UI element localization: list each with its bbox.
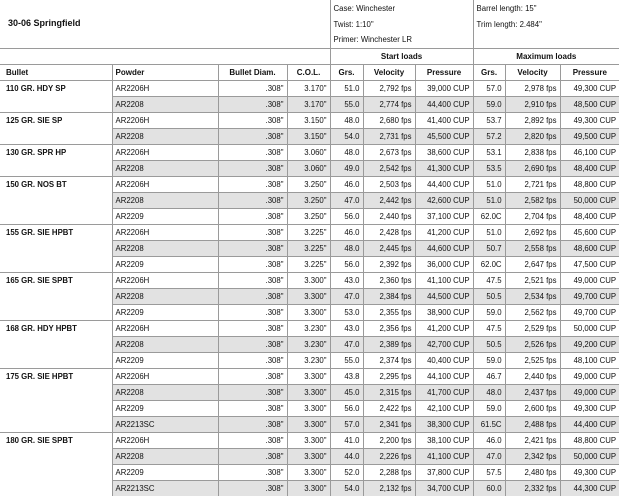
max-grs: 59.0 <box>473 304 505 320</box>
powder: AR2213SC <box>112 416 218 432</box>
col-powder: Powder <box>112 64 218 80</box>
powder: AR2209 <box>112 464 218 480</box>
max-velocity: 2,421 fps <box>505 432 560 448</box>
twist-value: 1:10" <box>355 19 374 29</box>
max-pressure: 48,400 CUP <box>560 160 619 176</box>
start-grs: 43.0 <box>330 272 363 288</box>
bullet-name: 125 GR. SIE SP <box>0 112 112 144</box>
start-velocity: 2,792 fps <box>363 80 415 96</box>
start-grs: 56.0 <box>330 208 363 224</box>
column-header-row <box>0 64 619 80</box>
powder: AR2208 <box>112 384 218 400</box>
max-velocity: 2,558 fps <box>505 240 560 256</box>
start-pressure: 37,800 CUP <box>415 464 473 480</box>
powder: AR2209 <box>112 352 218 368</box>
col-max-grs: Grs. <box>473 64 505 80</box>
bullet-diam: .308" <box>218 416 287 432</box>
start-grs: 56.0 <box>330 256 363 272</box>
start-pressure: 41,100 CUP <box>415 272 473 288</box>
max-pressure: 49,500 CUP <box>560 128 619 144</box>
max-pressure: 50,000 CUP <box>560 320 619 336</box>
max-grs: 59.0 <box>473 400 505 416</box>
bullet-diam: .308" <box>218 240 287 256</box>
bullet-diam: .308" <box>218 384 287 400</box>
start-pressure: 34,700 CUP <box>415 480 473 496</box>
powder: AR2206H <box>112 80 218 96</box>
start-grs: 47.0 <box>330 288 363 304</box>
powder: AR2213SC <box>112 480 218 496</box>
powder: AR2206H <box>112 224 218 240</box>
max-velocity: 2,910 fps <box>505 96 560 112</box>
start-velocity: 2,384 fps <box>363 288 415 304</box>
col-length: 3.225" <box>287 224 330 240</box>
max-grs: 57.5 <box>473 464 505 480</box>
table-row <box>0 80 619 96</box>
powder: AR2206H <box>112 112 218 128</box>
start-pressure: 41,100 CUP <box>415 448 473 464</box>
bullet-diam: .308" <box>218 432 287 448</box>
start-pressure: 36,000 CUP <box>415 256 473 272</box>
powder: AR2208 <box>112 240 218 256</box>
twist-info <box>330 16 473 32</box>
powder: AR2206H <box>112 320 218 336</box>
start-pressure: 41,400 CUP <box>415 112 473 128</box>
col-length: 3.170" <box>287 80 330 96</box>
powder: AR2206H <box>112 368 218 384</box>
start-pressure: 39,000 CUP <box>415 80 473 96</box>
start-velocity: 2,442 fps <box>363 192 415 208</box>
col-length: 3.300" <box>287 272 330 288</box>
start-pressure: 45,500 CUP <box>415 128 473 144</box>
start-pressure: 41,200 CUP <box>415 320 473 336</box>
max-pressure: 49,000 CUP <box>560 272 619 288</box>
col-start-grs: Grs. <box>330 64 363 80</box>
bullet-diam: .308" <box>218 288 287 304</box>
start-velocity: 2,355 fps <box>363 304 415 320</box>
start-pressure: 42,700 CUP <box>415 336 473 352</box>
start-grs: 53.0 <box>330 304 363 320</box>
start-pressure: 37,100 CUP <box>415 208 473 224</box>
start-velocity: 2,315 fps <box>363 384 415 400</box>
col-start-velocity: Velocity <box>363 64 415 80</box>
bullet-diam: .308" <box>218 112 287 128</box>
trim-label: Trim length: <box>476 19 518 29</box>
load-rows <box>0 80 619 496</box>
max-grs: 60.0 <box>473 480 505 496</box>
bullet-name: 150 GR. NOS BT <box>0 176 112 224</box>
max-velocity: 2,838 fps <box>505 144 560 160</box>
max-velocity: 2,647 fps <box>505 256 560 272</box>
max-grs: 62.0C <box>473 208 505 224</box>
max-velocity: 2,332 fps <box>505 480 560 496</box>
max-pressure: 49,200 CUP <box>560 336 619 352</box>
powder: AR2208 <box>112 160 218 176</box>
max-pressure: 50,000 CUP <box>560 192 619 208</box>
max-velocity: 2,978 fps <box>505 80 560 96</box>
start-pressure: 38,100 CUP <box>415 432 473 448</box>
max-velocity: 2,529 fps <box>505 320 560 336</box>
start-velocity: 2,341 fps <box>363 416 415 432</box>
start-velocity: 2,422 fps <box>363 400 415 416</box>
col-length: 3.300" <box>287 416 330 432</box>
powder: AR2206H <box>112 432 218 448</box>
start-pressure: 42,100 CUP <box>415 400 473 416</box>
col-length: 3.230" <box>287 336 330 352</box>
start-pressure: 44,600 CUP <box>415 240 473 256</box>
table-row <box>0 368 619 384</box>
max-pressure: 49,700 CUP <box>560 304 619 320</box>
bullet-name: 175 GR. SIE HPBT <box>0 368 112 432</box>
max-velocity: 2,525 fps <box>505 352 560 368</box>
max-velocity: 2,534 fps <box>505 288 560 304</box>
start-pressure: 41,200 CUP <box>415 224 473 240</box>
barrel-label: Barrel length: <box>476 3 523 13</box>
start-pressure: 38,600 CUP <box>415 144 473 160</box>
bullet-diam: .308" <box>218 352 287 368</box>
max-velocity: 2,480 fps <box>505 464 560 480</box>
bullet-diam: .308" <box>218 144 287 160</box>
col-length: 3.170" <box>287 96 330 112</box>
start-pressure: 41,700 CUP <box>415 384 473 400</box>
col-length: 3.230" <box>287 352 330 368</box>
start-grs: 52.0 <box>330 464 363 480</box>
col-max-pressure: Pressure <box>560 64 619 80</box>
start-velocity: 2,673 fps <box>363 144 415 160</box>
info-row-1 <box>0 0 619 16</box>
bullet-diam: .308" <box>218 464 287 480</box>
powder: AR2208 <box>112 128 218 144</box>
case-value: Winchester <box>356 3 396 13</box>
col-max-velocity: Velocity <box>505 64 560 80</box>
max-velocity: 2,892 fps <box>505 112 560 128</box>
col-length: 3.225" <box>287 256 330 272</box>
max-pressure: 44,300 CUP <box>560 480 619 496</box>
start-grs: 43.0 <box>330 320 363 336</box>
start-pressure: 44,400 CUP <box>415 176 473 192</box>
start-pressure: 44,100 CUP <box>415 368 473 384</box>
col-length: 3.060" <box>287 160 330 176</box>
max-grs: 53.7 <box>473 112 505 128</box>
group-header-row <box>0 48 619 64</box>
bullet-diam: .308" <box>218 336 287 352</box>
powder: AR2209 <box>112 208 218 224</box>
bullet-name: 130 GR. SPR HP <box>0 144 112 176</box>
start-velocity: 2,440 fps <box>363 208 415 224</box>
bullet-name: 110 GR. HDY SP <box>0 80 112 112</box>
start-velocity: 2,389 fps <box>363 336 415 352</box>
start-grs: 44.0 <box>330 448 363 464</box>
max-velocity: 2,521 fps <box>505 272 560 288</box>
max-pressure: 45,600 CUP <box>560 224 619 240</box>
start-grs: 56.0 <box>330 400 363 416</box>
max-grs: 57.0 <box>473 80 505 96</box>
max-grs: 50.5 <box>473 336 505 352</box>
table-row <box>0 176 619 192</box>
max-pressure: 49,300 CUP <box>560 80 619 96</box>
col-length: 3.300" <box>287 464 330 480</box>
max-pressure: 49,300 CUP <box>560 112 619 128</box>
max-pressure: 48,600 CUP <box>560 240 619 256</box>
max-pressure: 47,500 CUP <box>560 256 619 272</box>
max-grs: 46.7 <box>473 368 505 384</box>
col-length: 3.300" <box>287 288 330 304</box>
col-length: 3.150" <box>287 128 330 144</box>
start-loads-header: Start loads <box>330 48 473 64</box>
max-pressure: 49,300 CUP <box>560 400 619 416</box>
start-velocity: 2,360 fps <box>363 272 415 288</box>
bullet-diam: .308" <box>218 256 287 272</box>
max-velocity: 2,562 fps <box>505 304 560 320</box>
max-grs: 59.0 <box>473 96 505 112</box>
case-info <box>330 0 473 16</box>
powder: AR2208 <box>112 96 218 112</box>
col-length: 3.300" <box>287 448 330 464</box>
col-diam: Bullet Diam. <box>218 64 287 80</box>
start-velocity: 2,503 fps <box>363 176 415 192</box>
powder: AR2208 <box>112 192 218 208</box>
bullet-diam: .308" <box>218 480 287 496</box>
col-length: 3.300" <box>287 384 330 400</box>
max-grs: 53.5 <box>473 160 505 176</box>
start-grs: 41.0 <box>330 432 363 448</box>
empty-info <box>473 32 619 48</box>
start-grs: 48.0 <box>330 240 363 256</box>
start-pressure: 42,600 CUP <box>415 192 473 208</box>
bullet-diam: .308" <box>218 192 287 208</box>
table-row <box>0 272 619 288</box>
max-velocity: 2,526 fps <box>505 336 560 352</box>
max-grs: 47.0 <box>473 448 505 464</box>
max-velocity: 2,690 fps <box>505 160 560 176</box>
start-grs: 49.0 <box>330 160 363 176</box>
max-grs: 51.0 <box>473 176 505 192</box>
max-pressure: 46,100 CUP <box>560 144 619 160</box>
col-length: 3.250" <box>287 208 330 224</box>
start-grs: 48.0 <box>330 112 363 128</box>
start-pressure: 44,500 CUP <box>415 288 473 304</box>
barrel-value: 15" <box>525 3 537 13</box>
table-row <box>0 320 619 336</box>
start-grs: 46.0 <box>330 176 363 192</box>
col-length: 3.150" <box>287 112 330 128</box>
primer-value: Winchester LR <box>360 35 412 45</box>
col-length: 3.300" <box>287 432 330 448</box>
bullet-diam: .308" <box>218 128 287 144</box>
col-length: 3.230" <box>287 320 330 336</box>
max-grs: 51.0 <box>473 224 505 240</box>
max-velocity: 2,488 fps <box>505 416 560 432</box>
start-velocity: 2,288 fps <box>363 464 415 480</box>
col-length: 3.250" <box>287 176 330 192</box>
max-velocity: 2,342 fps <box>505 448 560 464</box>
bullet-diam: .308" <box>218 208 287 224</box>
group-spacer <box>0 48 330 64</box>
powder: AR2206H <box>112 144 218 160</box>
bullet-name: 180 GR. SIE SPBT <box>0 432 112 496</box>
max-grs: 46.0 <box>473 432 505 448</box>
start-velocity: 2,445 fps <box>363 240 415 256</box>
bullet-diam: .308" <box>218 448 287 464</box>
barrel-info <box>473 0 619 16</box>
max-velocity: 2,582 fps <box>505 192 560 208</box>
max-pressure: 48,100 CUP <box>560 352 619 368</box>
powder: AR2208 <box>112 448 218 464</box>
col-length: 3.300" <box>287 480 330 496</box>
start-pressure: 44,400 CUP <box>415 96 473 112</box>
bullet-name: 168 GR. HDY HPBT <box>0 320 112 368</box>
col-length: 3.300" <box>287 304 330 320</box>
max-velocity: 2,692 fps <box>505 224 560 240</box>
max-pressure: 48,800 CUP <box>560 176 619 192</box>
start-grs: 48.0 <box>330 144 363 160</box>
start-grs: 57.0 <box>330 416 363 432</box>
start-grs: 45.0 <box>330 384 363 400</box>
start-grs: 46.0 <box>330 224 363 240</box>
powder: AR2209 <box>112 304 218 320</box>
max-pressure: 48,500 CUP <box>560 96 619 112</box>
start-grs: 54.0 <box>330 128 363 144</box>
start-grs: 55.0 <box>330 96 363 112</box>
col-length: 3.250" <box>287 192 330 208</box>
powder: AR2209 <box>112 256 218 272</box>
start-grs: 47.0 <box>330 336 363 352</box>
table-row <box>0 224 619 240</box>
max-velocity: 2,820 fps <box>505 128 560 144</box>
max-pressure: 48,800 CUP <box>560 432 619 448</box>
max-grs: 57.2 <box>473 128 505 144</box>
start-pressure: 38,900 CUP <box>415 304 473 320</box>
trim-info <box>473 16 619 32</box>
max-grs: 48.0 <box>473 384 505 400</box>
start-grs: 43.8 <box>330 368 363 384</box>
bullet-diam: .308" <box>218 400 287 416</box>
table-row <box>0 432 619 448</box>
max-grs: 59.0 <box>473 352 505 368</box>
col-length: 3.300" <box>287 400 330 416</box>
twist-label: Twist: <box>333 19 354 29</box>
start-grs: 54.0 <box>330 480 363 496</box>
bullet-name: 155 GR. SIE HPBT <box>0 224 112 272</box>
col-length: 3.060" <box>287 144 330 160</box>
max-grs: 51.0 <box>473 192 505 208</box>
max-grs: 47.5 <box>473 320 505 336</box>
max-grs: 47.5 <box>473 272 505 288</box>
start-velocity: 2,295 fps <box>363 368 415 384</box>
col-col: C.O.L. <box>287 64 330 80</box>
start-velocity: 2,680 fps <box>363 112 415 128</box>
trim-value: 2.484" <box>519 19 542 29</box>
powder: AR2208 <box>112 336 218 352</box>
primer-info <box>330 32 473 48</box>
max-grs: 50.5 <box>473 288 505 304</box>
start-pressure: 41,300 CUP <box>415 160 473 176</box>
start-velocity: 2,356 fps <box>363 320 415 336</box>
primer-label: Primer: <box>333 35 359 45</box>
start-pressure: 38,300 CUP <box>415 416 473 432</box>
bullet-name: 165 GR. SIE SPBT <box>0 272 112 320</box>
start-velocity: 2,226 fps <box>363 448 415 464</box>
max-velocity: 2,721 fps <box>505 176 560 192</box>
powder: AR2206H <box>112 272 218 288</box>
powder: AR2206H <box>112 176 218 192</box>
bullet-diam: .308" <box>218 320 287 336</box>
max-pressure: 49,000 CUP <box>560 368 619 384</box>
max-pressure: 48,400 CUP <box>560 208 619 224</box>
start-velocity: 2,132 fps <box>363 480 415 496</box>
max-velocity: 2,704 fps <box>505 208 560 224</box>
max-pressure: 49,700 CUP <box>560 288 619 304</box>
bullet-diam: .308" <box>218 176 287 192</box>
bullet-diam: .308" <box>218 272 287 288</box>
start-velocity: 2,200 fps <box>363 432 415 448</box>
max-pressure: 44,400 CUP <box>560 416 619 432</box>
max-pressure: 50,000 CUP <box>560 448 619 464</box>
start-velocity: 2,392 fps <box>363 256 415 272</box>
max-loads-header: Maximum loads <box>473 48 619 64</box>
max-pressure: 49,000 CUP <box>560 384 619 400</box>
max-grs: 53.1 <box>473 144 505 160</box>
start-velocity: 2,542 fps <box>363 160 415 176</box>
start-velocity: 2,774 fps <box>363 96 415 112</box>
bullet-diam: .308" <box>218 80 287 96</box>
max-velocity: 2,440 fps <box>505 368 560 384</box>
cartridge-title: 30-06 Springfield <box>8 18 81 29</box>
bullet-diam: .308" <box>218 224 287 240</box>
start-pressure: 40,400 CUP <box>415 352 473 368</box>
start-grs: 51.0 <box>330 80 363 96</box>
powder: AR2208 <box>112 288 218 304</box>
col-length: 3.300" <box>287 368 330 384</box>
table-row <box>0 112 619 128</box>
max-velocity: 2,437 fps <box>505 384 560 400</box>
start-velocity: 2,731 fps <box>363 128 415 144</box>
max-grs: 62.0C <box>473 256 505 272</box>
max-velocity: 2,600 fps <box>505 400 560 416</box>
col-start-pressure: Pressure <box>415 64 473 80</box>
powder: AR2209 <box>112 400 218 416</box>
bullet-diam: .308" <box>218 96 287 112</box>
start-grs: 47.0 <box>330 192 363 208</box>
col-bullet: Bullet <box>0 64 112 80</box>
max-pressure: 49,300 CUP <box>560 464 619 480</box>
start-velocity: 2,374 fps <box>363 352 415 368</box>
max-grs: 61.5C <box>473 416 505 432</box>
bullet-diam: .308" <box>218 304 287 320</box>
start-velocity: 2,428 fps <box>363 224 415 240</box>
col-length: 3.225" <box>287 240 330 256</box>
case-label: Case: <box>333 3 354 13</box>
start-grs: 55.0 <box>330 352 363 368</box>
bullet-diam: .308" <box>218 368 287 384</box>
max-grs: 50.7 <box>473 240 505 256</box>
table-row <box>0 144 619 160</box>
bullet-diam: .308" <box>218 160 287 176</box>
